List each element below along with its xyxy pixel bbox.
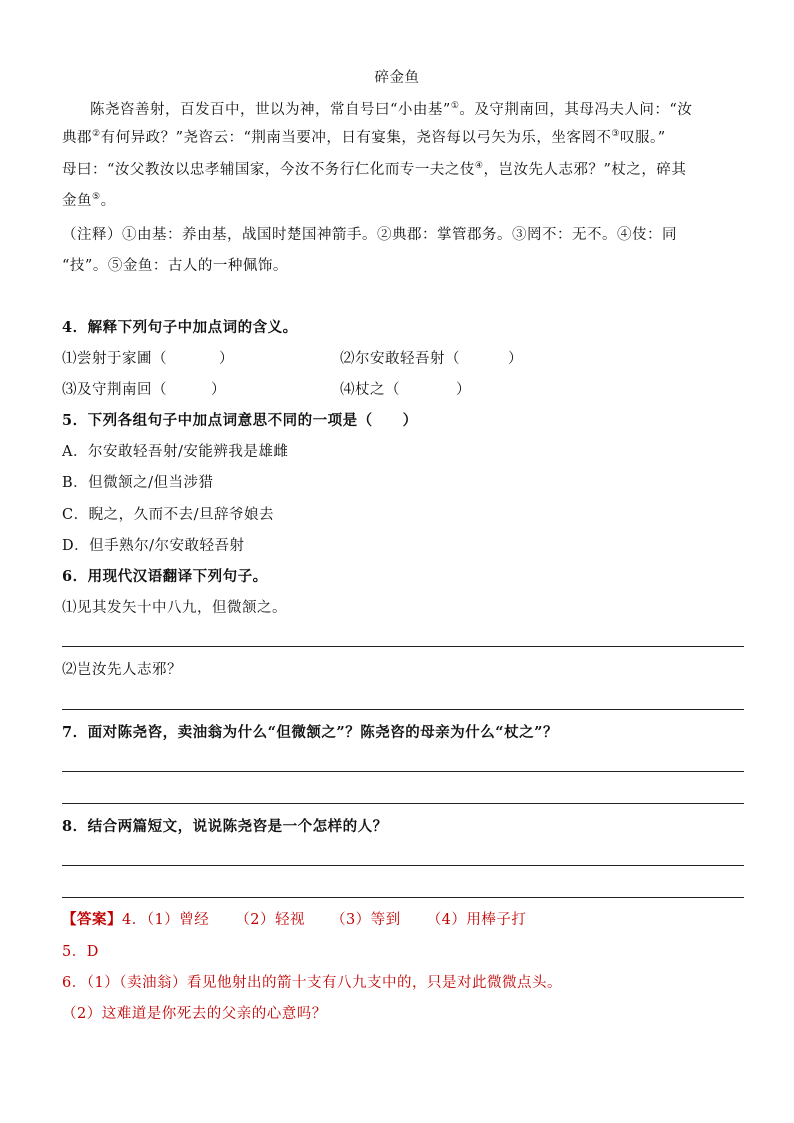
q4-item-4 [340, 380, 471, 400]
answer-line [62, 865, 744, 866]
note-marker-4: ④ [474, 161, 484, 171]
q4-item-label: ⑴尝射于家圃（ [62, 351, 167, 367]
q6-sentence-2: ⑵岂汝先人志邪？ [62, 662, 182, 678]
answer-label: 【答案】 [62, 911, 122, 928]
passage-line-3 [62, 160, 686, 180]
passage-text: 陈尧咨善射，百发百中，世以为神，常自号曰“小由基” [90, 102, 451, 118]
note-marker-2: ② [92, 129, 101, 139]
q6-sentence-1: ⑴见其发矢十中八九，但微颔之。 [62, 600, 287, 616]
passage-text: 有何异政？”尧咨云：“荆南当要冲，日有宴集，尧咨每以弓矢为乐，坐客罔不 [100, 130, 612, 146]
passage-line-1 [90, 100, 692, 120]
question-8-title: 8．结合两篇短文，说说陈尧咨是一个怎样的人？ [62, 818, 388, 835]
question-5-title: 5．下列各组句子中加点词意思不同的一项是（ ） [62, 412, 418, 429]
q4-item-3 [62, 380, 226, 400]
q4-item-label: ⑵尔安敢轻吾射（ [340, 351, 460, 367]
passage-line-2 [62, 128, 666, 148]
notes-line-2: “技”。⑤金鱼：古人的一种佩饰。 [62, 258, 288, 274]
answer-4-item: （4）用棒子打 [426, 912, 527, 928]
answer-4-item: （2）轻视 [235, 912, 305, 928]
passage-text: 典郡 [62, 130, 92, 146]
question-7-title: 7．面对陈尧咨，卖油翁为什么“但微颔之”？陈尧咨的母亲为什么“杖之”？ [62, 724, 558, 741]
question-4-title: 4．解释下列句子中加点词的含义。 [62, 319, 298, 336]
answer-4-number: 4． [122, 912, 147, 928]
q4-item-close: ） [456, 382, 471, 398]
q5-option-c: C．睨之，久而不去/旦辞爷娘去 [62, 507, 274, 523]
q4-item-close: ） [211, 382, 226, 398]
q4-item-close: ） [508, 351, 523, 367]
passage-text: 金鱼 [62, 193, 92, 209]
answer-line [62, 771, 744, 772]
answer-6-1: 6．（1）（卖油翁）看见他射出的箭十支有八九支中的，只是对此微微点头。 [62, 975, 562, 991]
answer-4 [62, 910, 526, 930]
note-marker-5: ⑤ [92, 192, 101, 202]
q4-item-2 [340, 349, 523, 369]
q5-option-d: D．但手熟尔/尔安敢轻吾射 [62, 538, 245, 554]
answer-4-item: （3）等到 [330, 912, 401, 928]
passage-text: 叹服。” [619, 130, 666, 146]
passage-title: 碎金鱼 [374, 70, 420, 86]
passage-text: 。 [100, 193, 116, 209]
answer-line [62, 897, 744, 898]
q5-option-a: A．尔安敢轻吾射/安能辨我是雄雌 [62, 444, 289, 460]
answer-5: 5．D [62, 944, 99, 960]
notes-line-1: （注释）①由基：养由基，战国时楚国神箭手。②典郡：掌管郡务。③罔不：无不。④伎：同 [62, 227, 677, 243]
answer-line [62, 803, 744, 804]
answer-line [62, 646, 744, 647]
q4-item-label: ⑷杖之（ [340, 382, 400, 398]
passage-line-4 [62, 191, 116, 211]
note-marker-1: ① [450, 101, 460, 111]
q5-option-b: B．但微颔之/但当涉猎 [62, 475, 214, 491]
answer-4-item: （1）曾经 [146, 912, 210, 928]
answer-line [62, 709, 744, 710]
q4-item-1 [62, 349, 234, 369]
passage-text: 。及守荆南回，其母冯夫人问：“汝 [459, 102, 693, 118]
note-marker-3: ③ [611, 129, 620, 139]
passage-text: ，岂汝先人志邪？”杖之，碎其 [483, 162, 687, 178]
q4-item-label: ⑶及守荆南回（ [62, 382, 167, 398]
question-6-title: 6．用现代汉语翻译下列句子。 [62, 568, 268, 585]
q4-item-close: ） [219, 351, 234, 367]
answer-6-2: （2）这难道是你死去的父亲的心意吗？ [62, 1006, 327, 1022]
passage-text: 母曰：“汝父教汝以忠孝辅国家，今汝不务行仁化而专一夫之伎 [62, 162, 475, 178]
